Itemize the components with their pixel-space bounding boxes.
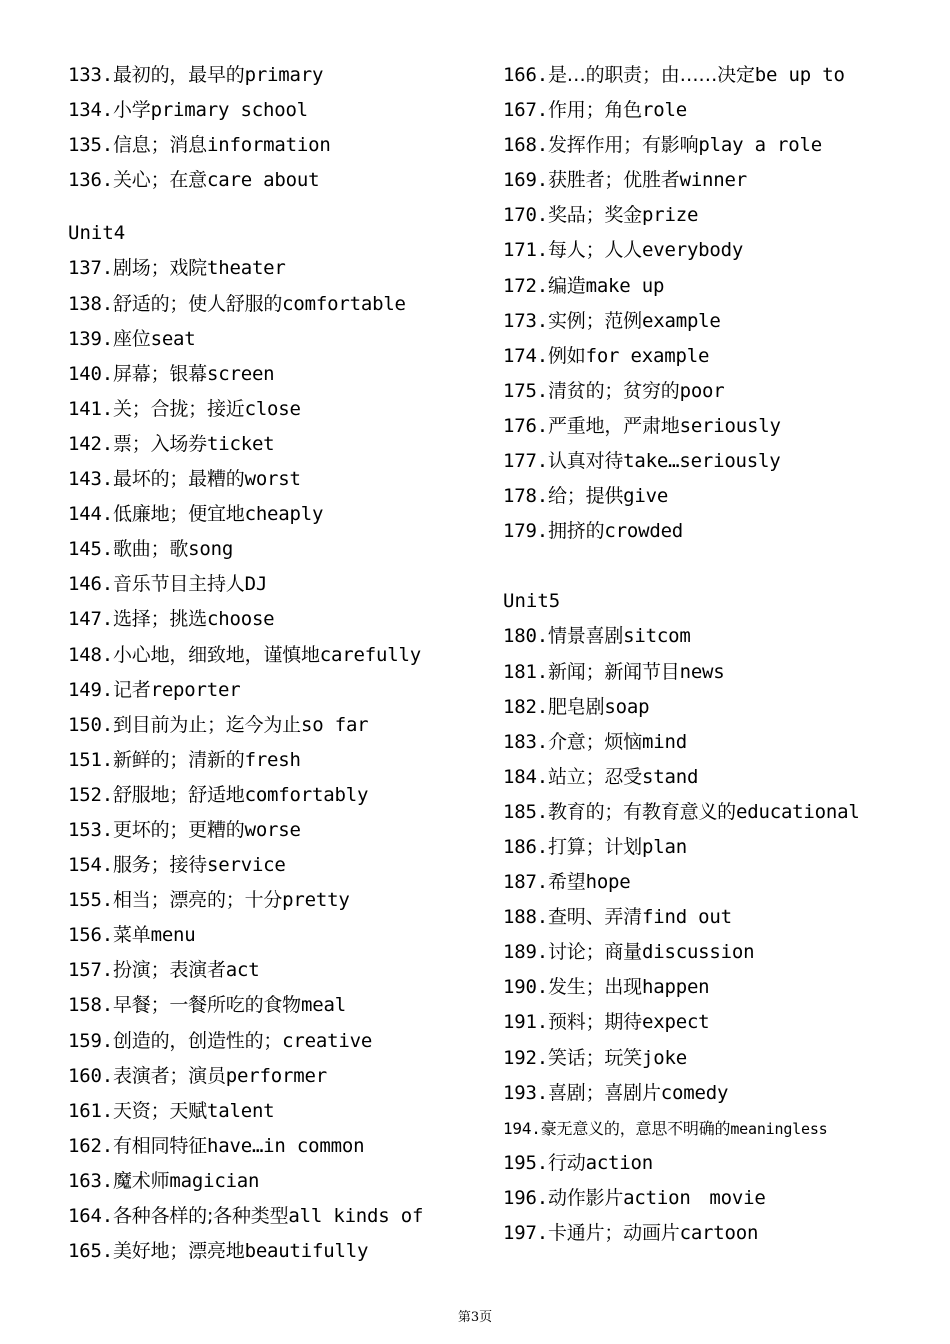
english-term: comfortably — [244, 783, 369, 806]
vocab-item — [68, 1024, 488, 1059]
vocab-item — [68, 813, 488, 848]
english-term: talent — [206, 1099, 275, 1122]
english-term: poor — [679, 379, 725, 402]
vocab-item — [68, 1199, 488, 1234]
chinese-meaning: 小学 — [112, 99, 151, 122]
chinese-meaning: 扮演；表演者 — [112, 959, 226, 982]
item-number: 183. — [503, 730, 548, 753]
chinese-meaning: 记者 — [112, 678, 151, 701]
english-term: action movie — [623, 1186, 766, 1209]
chinese-meaning: 信息；消息 — [112, 134, 207, 157]
item-number: 149. — [68, 678, 113, 701]
chinese-meaning: 相当；漂亮的；十分 — [112, 889, 283, 912]
vocab-item — [503, 760, 943, 795]
item-number: 185. — [503, 800, 548, 823]
chinese-meaning: 例如 — [547, 344, 586, 367]
vocab-item — [503, 865, 943, 900]
item-number: 184. — [503, 765, 548, 788]
vocab-item — [503, 514, 943, 549]
chinese-meaning: 魔术师 — [112, 1169, 170, 1192]
english-term: close — [244, 397, 301, 420]
english-term: crowded — [604, 520, 684, 543]
vocab-item — [503, 93, 943, 128]
item-number: 161. — [68, 1099, 113, 1122]
chinese-meaning: 给；提供 — [547, 485, 624, 508]
vocab-item — [503, 198, 943, 233]
item-number: 163. — [68, 1169, 113, 1192]
chinese-meaning: 音乐节目主持人 — [112, 573, 245, 596]
english-term: service — [206, 854, 286, 877]
item-number: 174. — [503, 344, 548, 367]
vocab-item — [68, 532, 488, 567]
english-term: discussion — [641, 941, 755, 964]
item-number: 151. — [68, 748, 113, 771]
chinese-meaning: 新闻；新闻节目 — [547, 660, 680, 683]
vocab-item — [68, 743, 488, 778]
vocab-item — [68, 251, 488, 286]
item-number: 188. — [503, 906, 548, 929]
vocab-item — [68, 1164, 488, 1199]
chinese-meaning: 早餐；一餐所吃的食物 — [112, 994, 301, 1017]
item-number: 192. — [503, 1046, 548, 1069]
item-number: 162. — [68, 1134, 113, 1157]
english-term: sitcom — [623, 625, 691, 648]
vocab-item — [68, 287, 488, 322]
english-term: magician — [169, 1169, 260, 1192]
english-term: primary — [244, 64, 324, 86]
english-term: care about — [206, 169, 320, 192]
vocab-item — [68, 128, 488, 163]
vocab-item — [503, 1041, 943, 1076]
chinese-meaning: 关；合拢；接近 — [112, 397, 245, 420]
vocab-item — [503, 58, 943, 93]
item-number: 153. — [68, 818, 113, 841]
chinese-meaning: 奖品；奖金 — [547, 204, 642, 227]
item-number: 157. — [68, 959, 113, 982]
page-number: 第3页 — [457, 1310, 493, 1325]
chinese-meaning: 歌曲；歌 — [112, 538, 189, 561]
item-number: 143. — [68, 468, 113, 491]
item-number: 135. — [68, 134, 113, 157]
vocab-item — [68, 1094, 488, 1129]
english-term: for example — [585, 344, 710, 367]
vocab-item — [68, 427, 488, 462]
vocab-item — [68, 988, 488, 1023]
chinese-meaning: 获胜者；优胜者 — [547, 169, 680, 192]
english-term: stand — [641, 765, 699, 788]
spacer — [68, 198, 488, 216]
chinese-meaning: 有相同特征 — [112, 1134, 207, 1157]
item-number: 178. — [503, 485, 548, 508]
english-term: all kinds of — [288, 1205, 424, 1227]
chinese-meaning: 新鲜的；清新的 — [112, 748, 245, 771]
english-term: have…in common — [206, 1134, 365, 1157]
item-number: 193. — [503, 1081, 548, 1104]
chinese-meaning: 发生；出现 — [547, 976, 642, 999]
english-term: play a role — [698, 134, 823, 157]
item-number: 144. — [68, 503, 113, 526]
vocab-item — [503, 304, 943, 339]
vocab-list-unit4 — [68, 251, 488, 1269]
english-term: creative — [282, 1029, 373, 1052]
vocab-item — [68, 602, 488, 637]
spacer — [503, 549, 943, 584]
item-number: 171. — [503, 239, 548, 262]
unit-heading-unit5: Unit5 — [503, 590, 561, 613]
chinese-meaning: 严重地，严肃地 — [547, 414, 680, 437]
item-number: 176. — [503, 414, 548, 437]
item-number: 181. — [503, 660, 548, 683]
english-term: menu — [150, 924, 196, 947]
vocab-item — [503, 409, 943, 444]
chinese-meaning: 卡通片；动画片 — [547, 1222, 680, 1244]
english-term: prize — [641, 204, 699, 227]
vocab-item — [503, 655, 943, 690]
item-number: 196. — [503, 1186, 548, 1209]
english-term: comfortable — [282, 292, 406, 315]
item-number: 133. — [68, 64, 113, 86]
vocab-item — [503, 1111, 943, 1146]
chinese-meaning: 最坏的；最糟的 — [112, 468, 245, 491]
vocab-item — [68, 392, 488, 427]
item-number: 152. — [68, 783, 113, 806]
english-term: information — [206, 134, 331, 157]
english-term: so far — [300, 713, 369, 736]
chinese-meaning: 服务；接待 — [112, 854, 207, 877]
vocab-item — [503, 900, 943, 935]
item-number: 186. — [503, 835, 548, 858]
vocab-item — [503, 374, 943, 409]
vocab-item — [503, 619, 943, 654]
chinese-meaning: 创造的，创造性的； — [112, 1029, 283, 1052]
english-term: cheaply — [244, 503, 324, 526]
item-number: 169. — [503, 169, 548, 192]
vocab-item — [68, 1059, 488, 1094]
chinese-meaning: 更坏的；更糟的 — [112, 818, 245, 841]
item-number: 136. — [68, 169, 113, 192]
english-term: carefully — [319, 643, 421, 666]
item-number: 168. — [503, 134, 548, 157]
item-number: 195. — [503, 1151, 548, 1174]
chinese-meaning: 喜剧；喜剧片 — [547, 1081, 661, 1104]
english-term: winner — [679, 169, 748, 192]
english-term: soap — [604, 695, 650, 718]
vocab-item — [503, 479, 943, 514]
right-column — [503, 58, 943, 1251]
english-term: news — [679, 660, 725, 683]
english-term: example — [641, 309, 721, 332]
vocab-item — [503, 1076, 943, 1111]
item-number: 145. — [68, 538, 113, 561]
chinese-meaning: 实例；范例 — [547, 309, 642, 332]
english-term: reporter — [150, 678, 241, 701]
english-term: role — [641, 99, 687, 122]
item-number: 148. — [68, 643, 113, 666]
english-term: plan — [641, 835, 687, 858]
vocab-item — [68, 58, 488, 93]
english-term: action — [585, 1151, 654, 1174]
english-term: everybody — [641, 239, 744, 262]
english-term: primary school — [150, 99, 308, 122]
item-number: 156. — [68, 924, 113, 947]
item-number: 140. — [68, 362, 113, 385]
chinese-meaning: 作用；角色 — [547, 99, 642, 122]
item-number: 154. — [68, 854, 113, 877]
item-number: 166. — [503, 64, 548, 86]
chinese-meaning: 屏幕；银幕 — [112, 362, 207, 385]
chinese-meaning: 菜单 — [112, 924, 151, 947]
vocab-item — [68, 848, 488, 883]
chinese-meaning: 舒服地；舒适地 — [112, 783, 245, 806]
vocab-item — [68, 93, 488, 128]
chinese-meaning: 编造 — [547, 274, 586, 297]
item-number: 160. — [68, 1064, 113, 1087]
vocab-item — [503, 1146, 943, 1181]
chinese-meaning: 到目前为止；迄今为止 — [112, 713, 301, 736]
chinese-meaning: 关心；在意 — [112, 169, 207, 192]
item-number: 173. — [503, 309, 548, 332]
chinese-meaning: 最初的，最早的 — [112, 64, 245, 86]
english-term: beautifully — [244, 1240, 369, 1263]
item-number: 139. — [68, 327, 113, 350]
item-number: 190. — [503, 976, 548, 999]
vocab-item — [503, 935, 943, 970]
vocab-item — [503, 795, 943, 830]
vocab-item — [68, 357, 488, 392]
english-term: educational — [735, 800, 860, 823]
english-term: meaningless — [730, 1119, 828, 1138]
chinese-meaning: 豪无意义的，意思不明确的 — [540, 1118, 731, 1138]
vocab-item — [68, 673, 488, 708]
item-number: 197. — [503, 1222, 548, 1244]
chinese-meaning: 查明、弄清 — [547, 906, 642, 929]
chinese-meaning: 讨论；商量 — [547, 941, 642, 964]
item-number: 158. — [68, 994, 113, 1017]
vocab-item — [503, 970, 943, 1005]
vocab-item — [503, 163, 943, 198]
english-term: happen — [641, 976, 710, 999]
item-number: 150. — [68, 713, 113, 736]
english-term: mind — [641, 730, 687, 753]
vocab-item — [503, 128, 943, 163]
chinese-meaning: 选择；挑选 — [112, 608, 207, 631]
english-term: expect — [641, 1011, 710, 1034]
item-number: 191. — [503, 1011, 548, 1034]
item-number: 179. — [503, 520, 548, 543]
item-number: 142. — [68, 432, 113, 455]
item-number: 194. — [503, 1118, 541, 1138]
chinese-meaning: 拥挤的 — [547, 520, 605, 543]
chinese-meaning: 表演者；演员 — [112, 1064, 226, 1087]
item-number: 137. — [68, 257, 113, 280]
english-term: give — [623, 485, 669, 508]
chinese-meaning: 预料；期待 — [547, 1011, 642, 1034]
english-term: screen — [206, 362, 275, 385]
chinese-meaning: 站立；忍受 — [547, 765, 642, 788]
english-term: worst — [244, 468, 301, 491]
item-number: 155. — [68, 889, 113, 912]
vocab-item — [68, 918, 488, 953]
item-number: 172. — [503, 274, 548, 297]
vocab-item — [68, 883, 488, 918]
item-number: 182. — [503, 695, 548, 718]
vocab-item — [503, 725, 943, 760]
english-term: hope — [585, 871, 631, 894]
chinese-meaning: 是…的职责；由……决定 — [547, 64, 755, 86]
chinese-meaning: 介意；烦恼 — [547, 730, 642, 753]
chinese-meaning: 低廉地；便宜地 — [112, 503, 245, 526]
vocab-item — [503, 1005, 943, 1040]
english-term: take…seriously — [623, 450, 781, 473]
vocab-item — [68, 1234, 488, 1269]
chinese-meaning: 认真对待 — [547, 450, 624, 473]
english-term: act — [225, 959, 260, 982]
chinese-meaning: 票；入场券 — [112, 432, 207, 455]
vocab-item — [68, 953, 488, 988]
item-number: 180. — [503, 625, 548, 648]
vocab-item — [68, 567, 488, 602]
item-number: 175. — [503, 379, 548, 402]
english-term: song — [188, 538, 234, 561]
item-number: 187. — [503, 871, 548, 894]
vocab-item — [68, 638, 488, 673]
vocab-item — [503, 830, 943, 865]
chinese-meaning: 各种各样的;各种类型 — [112, 1205, 289, 1227]
english-term: DJ — [244, 573, 268, 596]
left-column — [68, 58, 488, 1269]
item-number: 170. — [503, 204, 548, 227]
english-term: fresh — [244, 748, 301, 771]
english-term: performer — [225, 1064, 327, 1087]
english-term: cartoon — [679, 1222, 759, 1244]
english-term: be up to — [754, 64, 845, 86]
item-number: 177. — [503, 450, 548, 473]
unit-heading-unit4: Unit4 — [68, 222, 126, 245]
vocab-item — [68, 462, 488, 497]
vocab-item — [503, 1216, 943, 1251]
item-number: 147. — [68, 608, 113, 631]
vocab-list-right-top — [503, 58, 943, 549]
vocab-item — [68, 778, 488, 813]
chinese-meaning: 剧场；戏院 — [112, 257, 207, 280]
vocab-item — [503, 1181, 943, 1216]
chinese-meaning: 天资；天赋 — [112, 1099, 207, 1122]
vocab-item — [68, 497, 488, 532]
chinese-meaning: 情景喜剧 — [547, 625, 624, 648]
english-term: make up — [585, 274, 665, 297]
vocab-list-unit5 — [503, 619, 943, 1251]
vocab-item — [503, 269, 943, 304]
english-term: find out — [641, 906, 732, 929]
english-term: seat — [150, 327, 196, 350]
english-term: meal — [300, 994, 346, 1017]
chinese-meaning: 舒适的；使人舒服的 — [112, 292, 283, 315]
chinese-meaning: 发挥作用；有影响 — [547, 134, 699, 157]
chinese-meaning: 动作影片 — [547, 1186, 624, 1209]
chinese-meaning: 美好地；漂亮地 — [112, 1240, 245, 1263]
chinese-meaning: 打算；计划 — [547, 835, 642, 858]
chinese-meaning: 肥皂剧 — [547, 695, 605, 718]
chinese-meaning: 小心地，细致地，谨慎地 — [112, 643, 320, 666]
item-number: 189. — [503, 941, 548, 964]
vocab-item — [503, 444, 943, 479]
chinese-meaning: 清贫的；贫穷的 — [547, 379, 680, 402]
english-term: choose — [206, 608, 275, 631]
chinese-meaning: 行动 — [547, 1151, 586, 1174]
vocab-item — [503, 339, 943, 374]
item-number: 164. — [68, 1205, 113, 1227]
vocab-item — [68, 163, 488, 198]
vocab-item — [68, 708, 488, 743]
english-term: seriously — [679, 414, 781, 437]
item-number: 165. — [68, 1240, 113, 1263]
item-number: 138. — [68, 292, 113, 315]
vocab-item — [503, 690, 943, 725]
english-term: worse — [244, 818, 301, 841]
vocab-list-left-top — [68, 58, 488, 198]
chinese-meaning: 笑话；玩笑 — [547, 1046, 642, 1069]
english-term: ticket — [206, 432, 275, 455]
item-number: 134. — [68, 99, 113, 122]
english-term: theater — [206, 257, 286, 280]
chinese-meaning: 座位 — [112, 327, 151, 350]
item-number: 141. — [68, 397, 113, 420]
english-term: comedy — [660, 1081, 729, 1104]
english-term: pretty — [282, 889, 350, 912]
item-number: 167. — [503, 99, 548, 122]
chinese-meaning: 教育的；有教育意义的 — [547, 800, 736, 823]
item-number: 159. — [68, 1029, 113, 1052]
chinese-meaning: 每人；人人 — [547, 239, 642, 262]
item-number: 146. — [68, 573, 113, 596]
chinese-meaning: 希望 — [547, 871, 586, 894]
vocab-item — [68, 1129, 488, 1164]
vocab-item — [68, 322, 488, 357]
vocab-item — [503, 233, 943, 268]
english-term: joke — [641, 1046, 687, 1069]
